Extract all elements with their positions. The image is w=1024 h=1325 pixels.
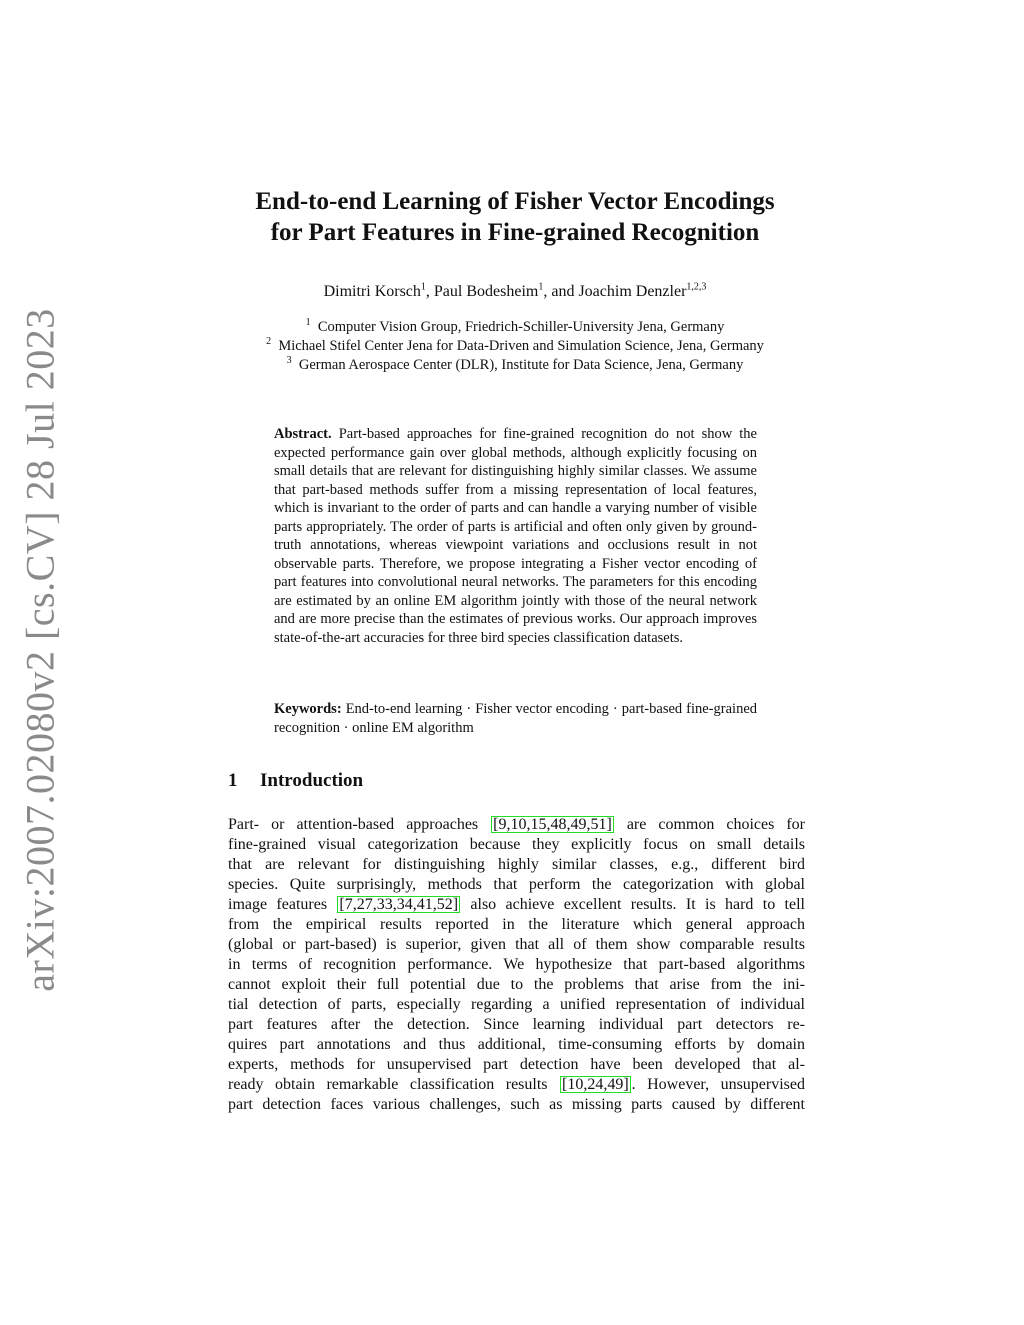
intro-line: fine-grained visual categorization because they explicitly focus on small details bbox=[228, 836, 805, 853]
section-heading bbox=[228, 770, 363, 792]
affiliation-2-text: Michael Stifel Center Jena for Data-Driven and Simulation Science, Jena, Germany bbox=[278, 338, 764, 354]
arxiv-identifier-text: arXiv:2007.02080v2 [cs.CV] 28 Jul 2023 bbox=[17, 308, 63, 992]
author-2: , Paul Bodesheim bbox=[425, 283, 539, 300]
intro-text: . However, unsupervised bbox=[631, 1076, 805, 1093]
intro-line: part detection faces various challenges, such as missing parts caused by different bbox=[228, 1096, 805, 1113]
citation-numbers: 10,24,49 bbox=[567, 1076, 624, 1093]
title-line-2: for Part Features in Fine-grained Recognition bbox=[270, 219, 760, 246]
abstract bbox=[274, 425, 757, 647]
affiliation-1-text: Computer Vision Group, Friedrich-Schiller-University Jena, Germany bbox=[317, 319, 725, 335]
intro-line: tial detection of parts, especially regarding a unified representation of individual bbox=[228, 996, 805, 1013]
paper-title bbox=[160, 186, 870, 248]
intro-line: in terms of recognition performance. We hypothesize that part-based algorithms bbox=[228, 956, 805, 973]
affiliation-2 bbox=[160, 337, 870, 356]
keywords-label: Keywords: bbox=[274, 701, 342, 717]
intro-line: cannot exploit their full potential due to the problems that arise from the ini- bbox=[228, 976, 805, 993]
intro-line bbox=[228, 815, 805, 835]
affiliation-1 bbox=[160, 318, 870, 337]
author-3-affil: 1,2,3 bbox=[686, 281, 707, 293]
intro-line: experts, methods for unsupervised part detection have been developed that al- bbox=[228, 1056, 805, 1073]
intro-text: also achieve excellent results. It is hard to tell bbox=[461, 896, 805, 913]
intro-text: Part- or attention-based approaches bbox=[228, 816, 491, 833]
affiliations bbox=[160, 318, 870, 375]
affiliation-3-number: 3 bbox=[286, 355, 292, 367]
intro-line bbox=[228, 1075, 805, 1095]
abstract-text: Part-based approaches for fine-grained recognition do not show the expected performance gain over global methods, although explicitly focusing on small details that are relevant for distinguishing highly similar classes. We assume that part-based methods suffer from a missing representation of local features, which is invariant to the order of parts and can handle a varying number of visible parts appropriately. The order of parts is artificial and often only given by ground-truth annotations, whereas viewpoint variations and occlusions result in not observable parts. Therefore, we propose integrating a Fisher vector encoding of part features into convolutional neural networks. The parameters for this encoding are estimated by an online EM algorithm jointly with those of the neural network and are more precise than the estimates of previous works. Our approach improves state-of-the-art accuracies for three bird species classification datasets. bbox=[274, 426, 757, 646]
intro-line: quires part annotations and thus additional, time-consuming efforts by domain bbox=[228, 1036, 805, 1053]
section-number: 1 bbox=[228, 770, 238, 791]
affiliation-1-number: 1 bbox=[305, 317, 311, 329]
author-2-affil: 1 bbox=[538, 281, 544, 293]
citation-link[interactable]: [7,27,33,34,41,52] bbox=[339, 896, 459, 913]
citation-numbers: 9,10,15,48,49,51 bbox=[498, 816, 607, 833]
intro-line: that are relevant for distinguishing highly similar classes, e.g., different bird bbox=[228, 856, 805, 873]
intro-text: ready obtain remarkable classification results bbox=[228, 1076, 559, 1093]
intro-line: from the empirical results reported in the literature which general approach bbox=[228, 916, 805, 933]
intro-line: species. Quite surprisingly, methods that perform the categorization with global bbox=[228, 876, 805, 893]
intro-line bbox=[228, 895, 805, 915]
author-1-affil: 1 bbox=[420, 281, 426, 293]
intro-text: image features bbox=[228, 896, 337, 913]
abstract-label: Abstract. bbox=[274, 426, 332, 442]
section-title: Introduction bbox=[260, 770, 364, 791]
keywords bbox=[274, 700, 757, 737]
intro-line: (global or part-based) is superior, given that all of them show comparable results bbox=[228, 936, 805, 953]
citation-link[interactable]: [9,10,15,48,49,51] bbox=[493, 816, 612, 833]
intro-text: are common choices for bbox=[614, 816, 805, 833]
citation-numbers: 7,27,33,34,41,52 bbox=[344, 896, 453, 913]
title-line-1: End-to-end Learning of Fisher Vector Encodings bbox=[255, 188, 775, 215]
author-3: , and Joachim Denzler bbox=[543, 283, 687, 300]
introduction-body bbox=[228, 815, 805, 1115]
intro-line: part features after the detection. Since learning individual part detectors re- bbox=[228, 1016, 805, 1033]
affiliation-3-text: German Aerospace Center (DLR), Institute for Data Science, Jena, Germany bbox=[298, 357, 744, 373]
affiliation-3 bbox=[160, 356, 870, 375]
author-list bbox=[160, 283, 870, 301]
keywords-text: End-to-end learning · Fisher vector encoding · part-based fine-grained recognition · online EM algorithm bbox=[274, 701, 758, 736]
affiliation-2-number: 2 bbox=[266, 336, 272, 348]
citation-link[interactable]: [10,24,49] bbox=[561, 1076, 629, 1093]
author-1: Dimitri Korsch bbox=[323, 283, 421, 300]
